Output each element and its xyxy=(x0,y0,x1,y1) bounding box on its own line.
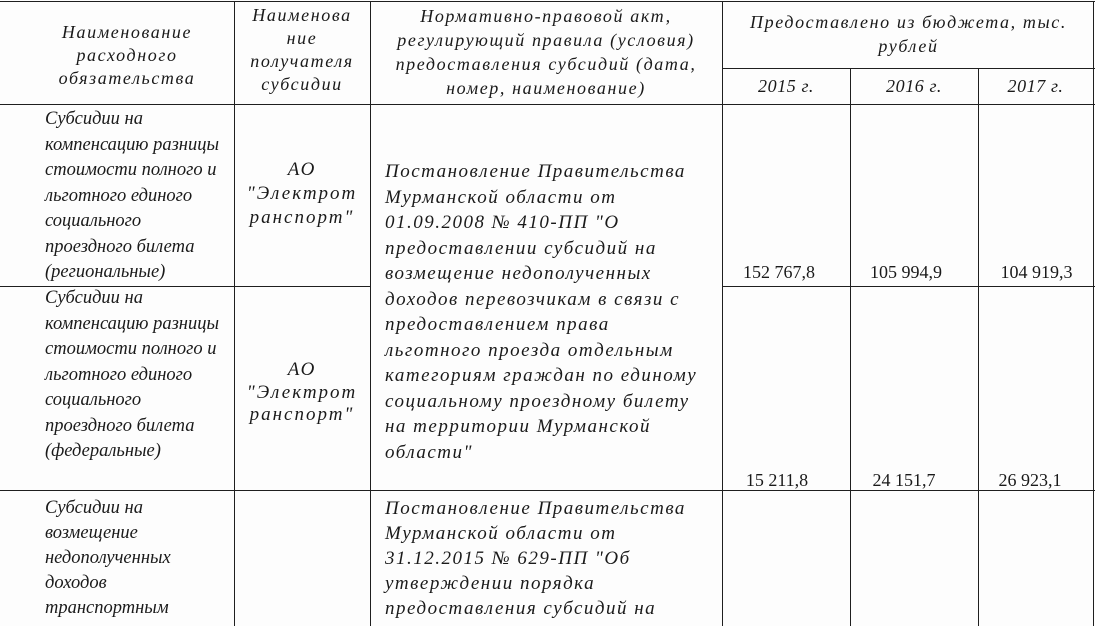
grid-line-col4-right xyxy=(850,68,851,626)
row-3-legal-act: Постановление Правительства Мурманской области от 31.12.2015 № 629-ПП "Об утверждении порядка предоставления субсидий на xyxy=(385,498,686,619)
header-recipient: Наименова ние получателя субсидии xyxy=(250,5,354,94)
row-1-value-2015: 152 767,8 xyxy=(743,262,815,282)
header-year-2015: 2015 г. xyxy=(758,76,814,96)
row-1-value-2016: 105 994,9 xyxy=(870,262,942,282)
row-1-recipient: АО "Электрот ранспорт" xyxy=(246,159,358,228)
row-2-value-2015: 15 211,8 xyxy=(745,470,809,490)
header-legal-act: Нормативно-правовой акт, регулирующий правила (условия) предоставления субсидий (дата, номер, наименование) xyxy=(395,6,697,98)
row-2-recipient: АО "Электрот ранспорт" xyxy=(246,359,358,425)
grid-line-top xyxy=(0,1,1095,2)
shared-legal-act: Постановление Правительства Мурманской области от 01.09.2008 № 410-ПП "О предоставлении субсидий на возмещение недополученных доходов перевозчикам в связи с предоставлением права льготного проезда отдельным категориям граждан по единому социальному проездному билету на территории Мурманской области" xyxy=(385,161,698,463)
row-2-expenditure-name: Субсидии на компенсацию разницы стоимости полного и льготного единого социального проездного билета (федеральные) xyxy=(45,288,220,461)
header-expenditure-name: Наименование расходного обязательства xyxy=(58,22,196,88)
row-2-value-2017: 26 923,1 xyxy=(998,470,1062,490)
header-year-2017: 2017 г. xyxy=(1007,76,1064,96)
row-1-expenditure-name: Субсидии на компенсацию разницы стоимости полного и льготного единого социального проездного билета (региональные) xyxy=(45,109,220,282)
row-1-value-2017: 104 919,3 xyxy=(1000,262,1073,282)
header-year-2016: 2016 г. xyxy=(886,76,942,96)
grid-line-col5-right xyxy=(978,68,979,626)
grid-line-row1-bottom-right xyxy=(722,286,1095,287)
grid-line-header-bottom xyxy=(0,104,1095,105)
row-3-expenditure-name: Субсидии на возмещение недополученных доходов транспортным xyxy=(45,498,171,618)
grid-line-right-border xyxy=(1093,1,1094,626)
row-2-value-2016: 24 151,7 xyxy=(872,470,936,490)
header-budget: Предоставлено из бюджета, тыс. рублей xyxy=(750,12,1067,56)
